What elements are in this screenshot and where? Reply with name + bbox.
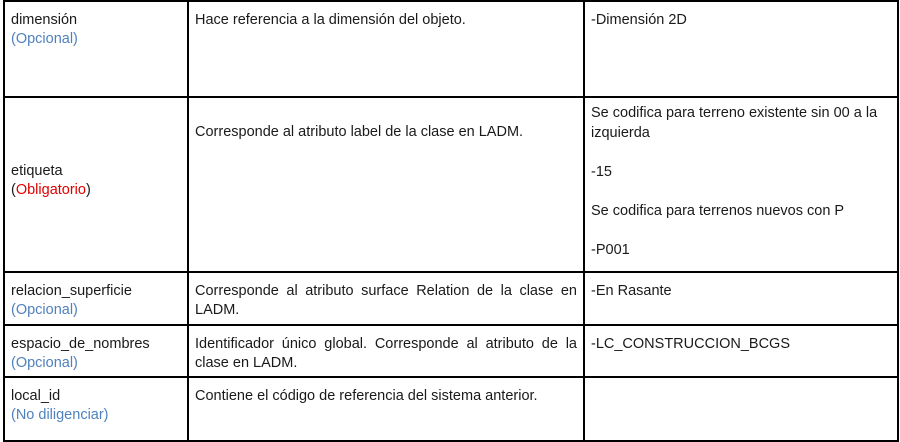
table-row: [4, 272, 898, 325]
field-description: Corresponde al atributo label de la clase en LADM.: [195, 124, 524, 140]
field-name: espacio_de_nombres: [11, 336, 150, 352]
example-cell: [584, 97, 898, 272]
status-word: Obligatorio: [15, 181, 86, 198]
field-cell: [4, 97, 188, 272]
field-status: (Opcional): [11, 355, 78, 371]
example-line: Se codifica para terreno existente sin 00 a la izquierda: [591, 105, 878, 141]
example-cell: [584, 377, 898, 441]
field-description: Corresponde al atributo surface Relation de la clase en LADM.: [195, 283, 577, 318]
table-row: [4, 1, 898, 97]
status-close-paren: ): [85, 181, 91, 198]
field-status: [11, 181, 181, 200]
example-line: -15: [591, 164, 612, 180]
example-cell: [584, 272, 898, 325]
example-cell: [584, 1, 898, 97]
field-name: relacion_superficie: [11, 283, 132, 299]
field-status: (Opcional): [11, 31, 78, 47]
table-row: [4, 97, 898, 272]
description-cell: [188, 1, 584, 97]
field-cell: [4, 377, 188, 441]
description-cell: [188, 97, 584, 272]
description-cell: [188, 377, 584, 441]
field-cell: [4, 1, 188, 97]
field-example: -En Rasante: [591, 283, 672, 299]
description-cell: [188, 325, 584, 377]
attribute-table: [3, 0, 899, 442]
field-description: Hace referencia a la dimensión del objeto.: [195, 12, 466, 28]
field-name: etiqueta: [11, 162, 63, 179]
field-name: local_id: [11, 388, 61, 404]
example-line: Se codifica para terrenos nuevos con P: [591, 203, 845, 219]
field-description: Identificador único global. Corresponde al atributo de la clase en LADM.: [195, 336, 577, 371]
table-row: [4, 377, 898, 441]
example-cell: [584, 325, 898, 377]
field-status: (Opcional): [11, 302, 78, 318]
field-status: (No diligenciar): [11, 407, 109, 423]
field-example: -LC_CONSTRUCCION_BCGS: [591, 336, 790, 352]
example-line: -P001: [591, 242, 630, 258]
field-cell: [4, 272, 188, 325]
field-name: dimensión: [11, 12, 78, 28]
field-example: -Dimensión 2D: [591, 12, 687, 28]
table-row: [4, 325, 898, 377]
description-cell: [188, 272, 584, 325]
status-open-paren: (: [11, 181, 16, 198]
field-description: Contiene el código de referencia del sistema anterior.: [195, 388, 538, 404]
field-cell: [4, 325, 188, 377]
